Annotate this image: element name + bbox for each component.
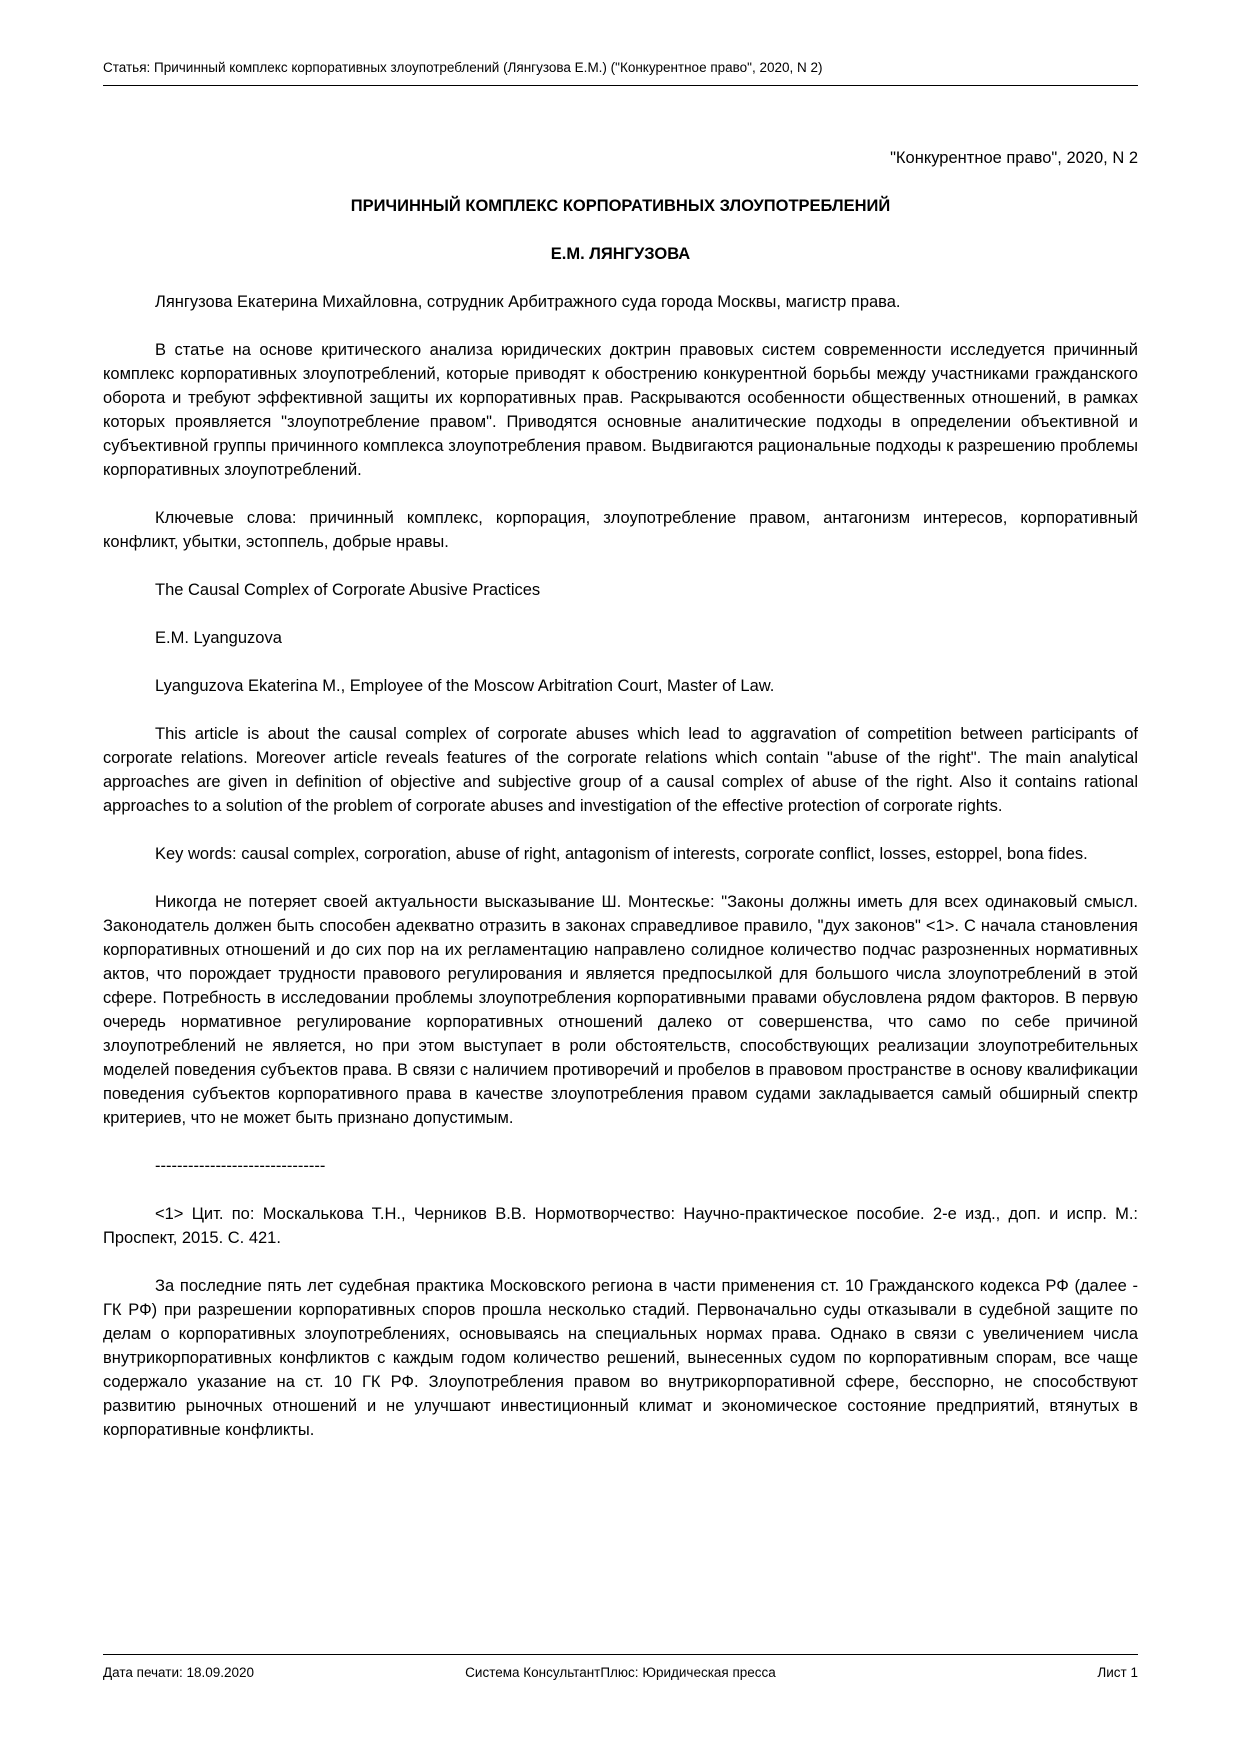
article-title-en: The Causal Complex of Corporate Abusive Practices	[155, 581, 541, 599]
print-date: Дата печати: 18.09.2020	[103, 1665, 255, 1680]
author-affiliation-ru: Лянгузова Екатерина Михайловна, сотрудник Арбитражного суда города Москвы, магистр права.	[155, 293, 901, 311]
author-affiliation-en: Lyanguzova Ekaterina M., Employee of the Moscow Arbitration Court, Master of Law.	[155, 677, 775, 695]
system-name: Система КонсультантПлюс: Юридическая пресса	[465, 1665, 776, 1680]
keywords-en: Key words: causal complex, corporation, abuse of right, antagonism of interests, corporate conflict, losses, estoppel, bona fides.	[155, 845, 1088, 863]
article-title: ПРИЧИННЫЙ КОМПЛЕКС КОРПОРАТИВНЫХ ЗЛОУПОТРЕБЛЕНИЙ	[350, 197, 891, 215]
page-header-title: Статья: Причинный комплекс корпоративных злоупотреблений (Лянгузова Е.М.) ("Конкурентное право", 2020, N 2)	[103, 60, 823, 75]
keywords-ru: Ключевые слова: причинный комплекс, корпорация, злоупотребление правом, антагонизм интересов, корпоративный конфликт, убытки, эстоппель, добрые нравы.	[103, 509, 1138, 551]
footnote-1: <1> Цит. по: Москалькова Т.Н., Черников В.В. Нормотворчество: Научно-практическое пособие. 2-е изд., доп. и испр. М.: Проспект, 2015. С. 421.	[103, 1205, 1138, 1247]
abstract-ru: В статье на основе критического анализа юридических доктрин правовых систем современности исследуется причинный комплекс корпоративных злоупотреблений, которые приводят к обострению конкурентной борьбы между участниками гражданского оборота и требуют эффективной защиты их корпоративных прав. Раскрываются особенности общественных отношений, в рамках которых проявляется "злоупотребление правом". Приводятся основные аналитические подходы в определении объективной и субъективной группы причинного комплекса злоупотребления правом. Выдвигаются рациональные подходы к разрешению проблемы корпоративных злоупотреблений.	[103, 341, 1138, 479]
abstract-en: This article is about the causal complex of corporate abuses which lead to aggravation of competition between participants of corporate relations. Moreover article reveals features of the corporate relations which contain "abuse of the right". The main analytical approaches are given in definition of objective and subjective group of a causal complex of abuse of the right. Also it contains rational approaches to a solution of the problem of corporate abuses and investigation of the effective protection of corporate rights.	[103, 725, 1138, 815]
footnote-separator: -------------------------------	[155, 1157, 326, 1175]
page-header	[103, 60, 1138, 86]
page-footer	[103, 1654, 1138, 1681]
body-paragraph-2: За последние пять лет судебная практика Московского региона в части применения ст. 10 Гражданского кодекса РФ (далее - ГК РФ) при разрешении корпоративных споров прошла несколько стадий. Первоначально суды отказывали в судебной защите по делам о корпоративных злоупотреблениях, основываясь на специальных нормах права. Однако в связи с увеличением числа внутрикорпоративных конфликтов с каждым годом количество решений, вынесенных судом по корпоративным спорам, все чаще содержало указание на ст. 10 ГК РФ. Злоупотребления правом во внутрикорпоративной сфере, бесспорно, не способствуют развитию рыночных отношений и не улучшают инвестиционный климат и экономическое состояние предприятий, втянутых в корпоративные конфликты.	[103, 1277, 1138, 1439]
sheet-number: Лист 1	[1097, 1665, 1138, 1680]
body-paragraph-1: Никогда не потеряет своей актуальности высказывание Ш. Монтескье: "Законы должны иметь для всех одинаковый смысл. Законодатель должен быть способен адекватно отразить в законах справедливое правило, "дух законов" <1>. С начала становления корпоративных отношений и до сих пор на их регламентацию направлено солидное количество подчас разрозненных нормативных актов, что порождает трудности правового регулирования и является предпосылкой для большого числа злоупотреблений в этой сфере. Потребность в исследовании проблемы злоупотребления корпоративными правами обусловлена рядом факторов. В первую очередь нормативное регулирование корпоративных отношений далеко от совершенства, что само по себе причиной злоупотреблений не является, но при этом выступает в роли обстоятельств, способствующих реализации злоупотребительных моделей поведения субъектов права. В связи с наличием противоречий и пробелов в правовом пространстве в основу квалификации поведения субъектов корпоративного права в качестве злоупотребления правом судами закладывается самый обширный спектр критериев, что не может быть признано допустимым.	[103, 893, 1138, 1127]
article-author: Е.М. ЛЯНГУЗОВА	[550, 245, 691, 263]
article-author-en: E.M. Lyanguzova	[155, 629, 282, 647]
article-body	[103, 146, 1138, 1442]
journal-reference: "Конкурентное право", 2020, N 2	[890, 149, 1138, 167]
